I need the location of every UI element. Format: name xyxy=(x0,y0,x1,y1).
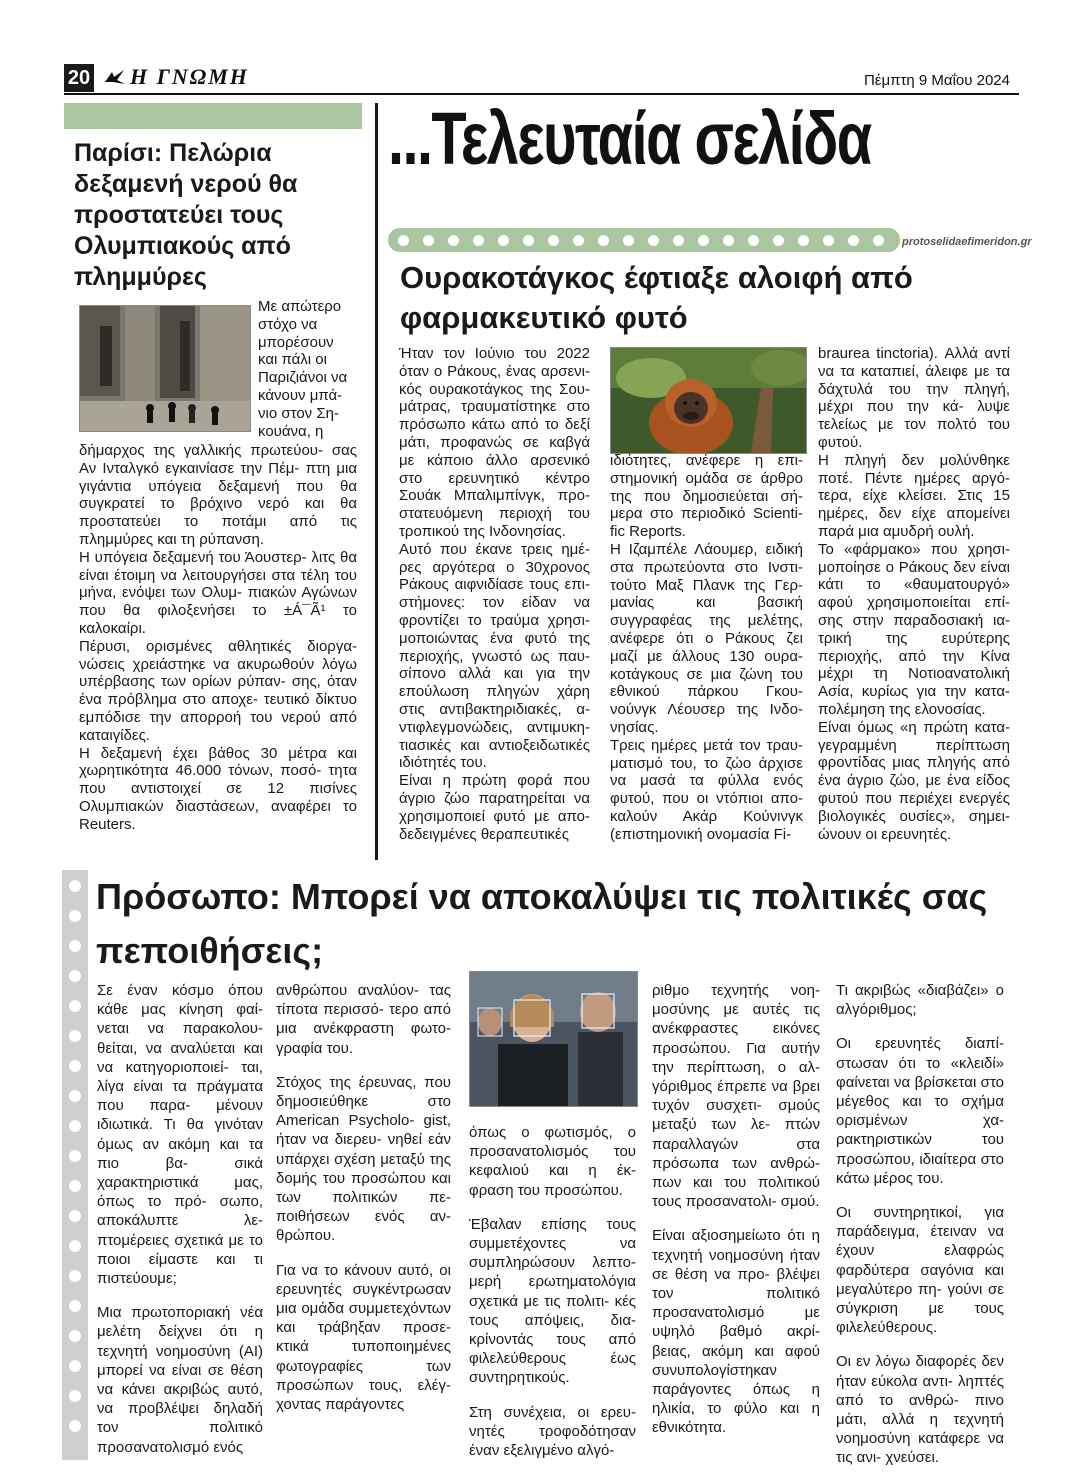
bird-logo-icon xyxy=(104,68,126,86)
paragraph: Το «φάρμακο» που χρησι- μοποίησε ο Ράκους δεν είναι κάτι το «θαυματουργό» αφού χρησιμοποιείται επί- σης στην παραδοσιακή ια- τρική της ευρύτερης περιοχής, από την Κίνα μέχρι τη Νοτιοανατολική Ασία, κυρίως για την κατα- πολέμηση της ελονοσίας. xyxy=(818,540,1010,718)
paris-intro xyxy=(258,298,358,440)
paragraph: braurea tinctoria). Αλλά αντί να τα καταπιεί, άλειφε με τα δάχτυλά του την πληγή, μέχρι που την κά- λυψε τελείως με τον πολτό του φυτού. xyxy=(818,345,1010,451)
source-credit: protoselidaefimeridon.gr xyxy=(902,236,1032,248)
face-col-3 xyxy=(469,1108,636,1475)
header-rule xyxy=(64,93,1019,95)
orangutan-col-3 xyxy=(818,345,1010,843)
paragraph: Είναι αξιοσημείωτο ότι η τεχνητή νοημοσύνη ήταν σε θέση να προ- βλέψει τον πολιτικό προσανατολισμό με υψηλό βαθμό ακρί- βειας, ακόμη και αφού συνυπολογίστηκαν παράγοντες όπως η ηλικία, το φύλο και η εθνικότητα. xyxy=(652,1227,820,1437)
paris-body xyxy=(79,442,357,834)
face-recognition-photo xyxy=(469,971,638,1107)
paragraph: ριθμο τεχνητής νοη- μοσύνης με αυτές τις ανέκφραστες εικόνες προσώπου. Για αυτήν την περίπτωση, ο αλ- γόριθμος έπρεπε να βρει τυχόν συσχετι- σμούς μεταξύ των λε- πτών παραλλαγών στα πρόσωπα των ανθρώ- πων και του πολιτικού τους προσανατολι- σμού. xyxy=(652,982,820,1211)
page-number: 20 xyxy=(64,64,94,92)
intro-line: μπορέσουν xyxy=(258,333,334,351)
face-col-2 xyxy=(276,966,451,1429)
orangutan-col-1 xyxy=(399,345,590,843)
orangutan-headline: Ουρακοτάγκος έφτιαξε αλοιφή από φαρμακευτικό φυτό xyxy=(400,260,913,335)
intro-line: στόχο να xyxy=(258,315,318,333)
paragraph: όπως ο φωτισμός, ο προσανατολισμός του κεφαλιού και η έκ- φραση του προσώπου. xyxy=(469,1124,636,1199)
paragraph: Σε έναν κόσμο όπου κάθε μας κίνηση φαί- νεται να παρακολου- θείται, να αναλύεται και να κατηγοριοποιεί- ται, λίγα είναι τα πράγματα που παρα- μένουν ιδιωτικά. Τι θα γινόταν όμως αν ακόμη και τα πιο βα- σικά χαρακτηριστικά μας, όπως το πρό- σωπο, αποκάλυπτε λε- πτομέρειες σχετικά με το ποιοι είμαστε και τι πιστεύουμε; xyxy=(97,982,263,1288)
intro-line: νιο στον Ση- xyxy=(258,404,339,422)
intro-line: και πάλι οι xyxy=(258,351,327,369)
paragraph: Οι εν λόγω διαφορές δεν ήταν εύκολα αντι- ληπτές από το ανθρώ- πινο μάτι, αλλά η τεχνητή νοημοσύνη κατάφερε να τις ανι- χνεύσει. xyxy=(836,1353,1004,1467)
paragraph: Στόχος της έρευνας, που δημοσιεύθηκε στο American Psycholo- gist, ήταν να διερευ- νηθεί εάν υπάρχει σχέση μεταξύ της δομής του προσώπου και των πολιτικών πε- ποιθήσεων ενός αν- θρώπου. xyxy=(276,1073,451,1245)
section-title: ...Τελευταία σελίδα xyxy=(388,97,871,180)
paragraph: Στη συνέχεια, οι ερευ- νητές τροφοδότησαν έναν εξελιγμένο αλγό- xyxy=(469,1403,636,1460)
paragraph: Η πληγή δεν μολύνθηκε ποτέ. Πέντε ημέρες αργό- τερα, είχε κλείσει. Στις 15 ημέρες, δεν είχε απομείνει παρά μια αμυδρή ουλή. xyxy=(818,451,1010,540)
intro-line: κουάνα, η xyxy=(258,422,324,440)
face-col-5 xyxy=(836,966,1004,1483)
crowd-illustration xyxy=(470,972,637,1106)
paragraph: Είναι η πρώτη φορά που άγριο ζώο παρατηρείται να χρησιμοποιεί φυτό με απο- δεδειγμένες θεραπευτικές xyxy=(399,772,590,843)
paragraph: Η υπόγεια δεξαμενή του Άουστερ- λιτς θα είναι έτοιμη να λειτουργήσει στα τέλη του μήνα, ενόψει των Ολυμ- πιακών Αγώνων που θα φιλοξενήσει το ±Á¯Ã¹ το καλοκαίρι. xyxy=(79,548,357,637)
masthead xyxy=(104,64,249,90)
intro-line: Με απώτερο xyxy=(258,298,342,315)
reservoir-photo xyxy=(79,305,251,432)
face-col-1 xyxy=(97,966,263,1472)
issue-date: Πέμπτη 9 Μαΐου 2024 xyxy=(863,72,1010,89)
face-headline: Πρόσωπο: Μπορεί να αποκαλύψει τις πολιτικές σας πεποιθήσεις; xyxy=(96,876,988,971)
paragraph: ιδιότητες, ανέφερε η επι- στημονική ομάδα σε άρθρο της που δημοσιεύεται σή- μερα στο περιοδικό Scienti- fic Reports. xyxy=(610,452,803,541)
newspaper-name: Η ΓΝΩΜΗ xyxy=(130,64,249,89)
intro-line: Παριζιάνοι να xyxy=(258,369,348,387)
film-strip-decoration xyxy=(62,870,88,1460)
intro-line: κάνουν μπά- xyxy=(258,386,343,404)
paragraph: Η δεξαμενή έχει βάθος 30 μέτρα και χωρητικότητα 46.000 τόνων, ποσό- τητα που αντιστοιχεί σε 12 πισίνες Ολυμπιακών διαστάσεων, αναφέρει το Reuters. xyxy=(79,744,357,833)
paragraph: Πέρυσι, ορισμένες αθλητικές διοργα- νώσεις χρειάστηκε να ακυρωθούν λόγω υπέρβασης των ορίων ρύπαν- σης, όταν ένα πρόβλημα στο αποχε- τευτικό δίκτυο εμπόδισε την απορροή του νερού από καταιγίδες. xyxy=(79,637,357,744)
dotted-decoration-bar xyxy=(388,228,900,252)
paragraph: Η Ιζαμπέλε Λάουμερ, ειδική στα πρωτεύοντα στο Ινστι- τούτο Μαξ Πλανκ της Γερ- μανίας και βασική συγγραφέας της μελέτης, ανέφερε ότι ο Ράκους ζει μαζί με άλλους 130 ουρα- κοτάγκους σε μια ζώνη του εθνικού πάρκου Γκου- νούνγκ Λέουσερ της Ινδο- νησίας. xyxy=(610,540,803,736)
face-col-4 xyxy=(652,966,820,1453)
orangutan-photo xyxy=(610,347,807,454)
paragraph: Τι ακριβώς «διαβάζει» ο αλγόριθμος; xyxy=(836,982,1004,1019)
paragraph: Αυτό που έκανε τρεις ημέ- ρες αργότερα ο 30χρονος Ράκους αιφνιδίασε τους επι- στήμονες: τον είδαν να φροντίζει το τραύμα χρησι- μοποιώντας ένα φυτό της περιοχής, γνωστό ως παυ- σίπονο αλλά και για την επούλωση πληγών χάρη στις αντιβακτηριδιακές, α- ντιφλεγμονώδεις, αντιμυκη- τιασικές και αντιοξειδωτικές ιδιότητές του. xyxy=(399,540,590,772)
green-accent-bar xyxy=(64,103,362,129)
paris-headline: Παρίσι: Πελώρια δεξαμενή νερού θα προστατεύει τους Ολυμπιακούς από πλημμύρες xyxy=(74,139,298,291)
paragraph: Μια πρωτοποριακή νέα μελέτη δείχνει ότι η τεχνητή νοημοσύνη (AI) μπορεί να είναι σε θέση να κάνει ακριβώς αυτό, να προβλέψει δηλαδή τον πολιτικό προσανατολισμό ενός xyxy=(97,1304,263,1456)
paragraph: Ήταν τον Ιούνιο του 2022 όταν ο Ράκους, ένας αρσενι- κός ουρακοτάγκος της Σου- μάτρας, τραυματίστηκε στο πρόσωπο κάτω από το δεξί μάτι, προφανώς σε καβγά με κάποιο άλλο αρσενικό στο ερευνητικό κέντρο Σουάκ Μπαλιμπίνγκ, προ- στατευόμενη περιοχή του τροπικού της Ινδονησίας. xyxy=(399,345,590,540)
paragraph: Για να το κάνουν αυτό, οι ερευνητές συγκέντρωσαν μια ομάδα συμμετεχόντων και τράβηξαν προσε- κτικά τυποποιημένες φωτογραφίες των προσώπων τους, ελέγ- χοντας παράγοντες xyxy=(276,1261,451,1414)
paragraph: ανθρώπου αναλύον- τας τίποτα περισσό- τερο από μια ανέκφραστη φωτο- γραφία του. xyxy=(276,982,451,1057)
paragraph: Οι συντηρητικοί, για παράδειγμα, έτειναν να έχουν ελαφρώς φαρδύτερα σαγόνια και μεγαλύτερο πη- γούνι σε σύγκριση με τους φιλελεύθερους. xyxy=(836,1204,1004,1337)
reservoir-illustration xyxy=(80,306,250,431)
paragraph: δήμαρχος της γαλλικής πρωτεύου- σας Αν Ινταλγκό εγκαινίασε την Πέμ- πτη μια γιγάντια υπόγεια δεξαμενή που θα συγκρατεί το βρόχινο νερό και θα προστατεύει το ποτάμι από τις πλημμύρες και τη ρύπανση. xyxy=(79,442,357,548)
orangutan-col-2 xyxy=(610,452,803,844)
paragraph: Οι ερευνητές διαπί- στωσαν ότι το «κλειδί» φαίνεται να βρίσκεται στο μέγεθος και το σχήμα ορισμένων χα- ρακτηριστικών του προσώπου, ιδιαίτερα στο κάτω μέρος του. xyxy=(836,1035,1004,1187)
paragraph: Έβαλαν επίσης τους συμμετέχοντες να συμπληρώσουν λεπτο- μερή ερωτηματολόγια σχετικά με τις πολιτι- κές τους απόψεις, δια- κρίνοντάς τους από φιλελεύθερους έως συντηρητικούς. xyxy=(469,1215,636,1387)
orangutan-illustration xyxy=(611,348,806,453)
paragraph: Είναι όμως «η πρώτη κατα- γεγραμμένη περίπτωση φροντίδας μιας πληγής από ένα άγριο ζώο, με ένα είδος φυτού που περιέχει ενεργές βιολογικές ουσίες», σημει- ώνουν οι ερευνητές. xyxy=(818,718,1010,843)
column-divider xyxy=(375,103,378,860)
paragraph: Τρεις ημέρες μετά τον τραυ- ματισμό του, το ζώο άρχισε να μασά τα φύλλα ενός φυτού, που οι ντόπιοι απο- καλούν Ακάρ Κούνινγκ (επιστημονική ονομασία Fi- xyxy=(610,736,803,843)
